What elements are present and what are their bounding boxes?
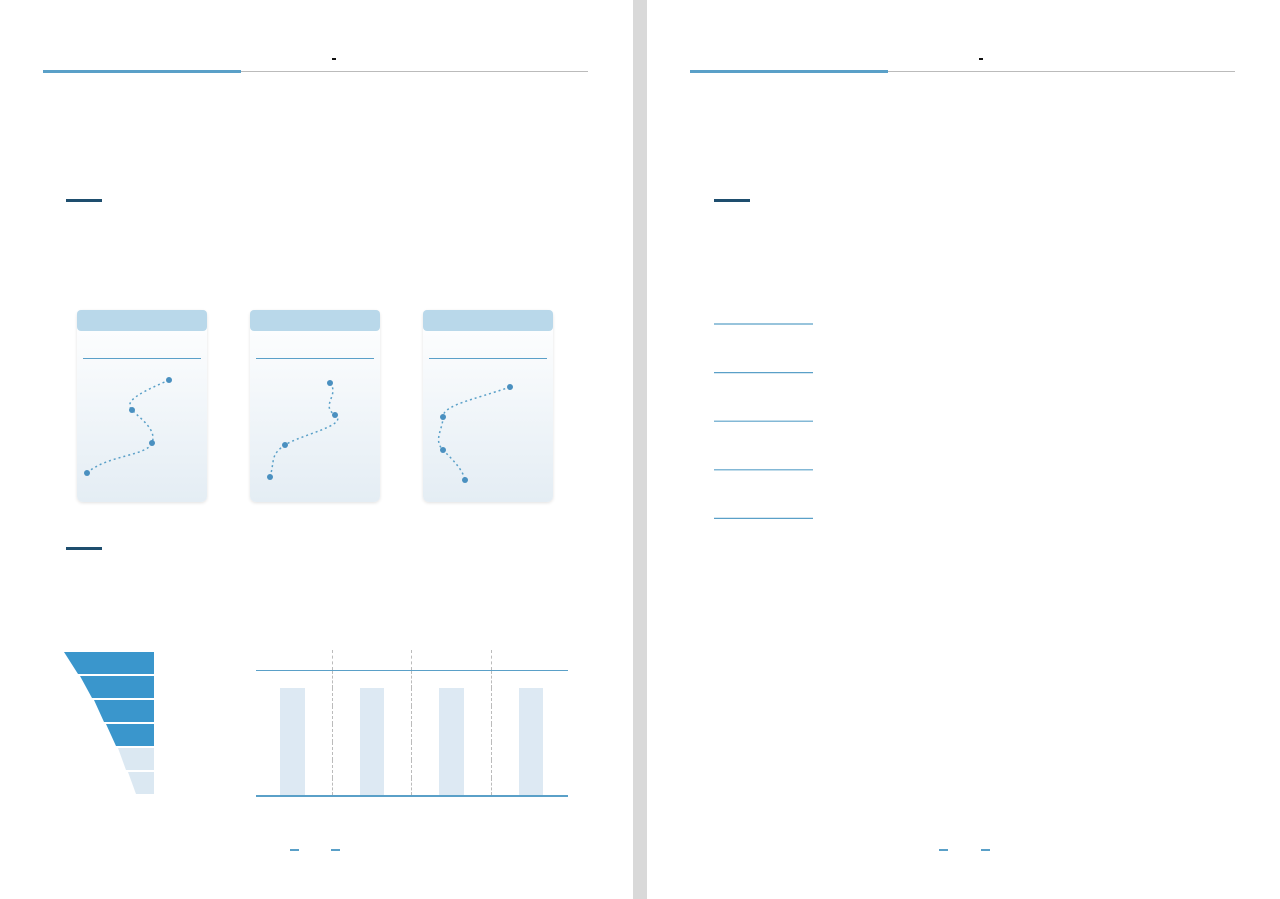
- table-cell: [519, 724, 543, 742]
- table-cell: [412, 778, 440, 796]
- table-cell: [305, 742, 333, 760]
- table-cell: [439, 778, 463, 796]
- table-cell: [360, 742, 384, 760]
- sub-header: [256, 670, 280, 688]
- table-cell: [384, 706, 412, 724]
- sub-header: [280, 670, 304, 688]
- table-cell: [519, 760, 543, 778]
- page-dash: [939, 849, 948, 851]
- concept-card: [423, 310, 553, 502]
- sub-header: [491, 670, 519, 688]
- table-row: [256, 724, 568, 742]
- table-cell: [464, 778, 492, 796]
- table-cell: [280, 742, 304, 760]
- page-dash: [981, 849, 990, 851]
- page-17: [0, 0, 633, 899]
- table-cell: [305, 724, 333, 742]
- driver-table: [256, 650, 568, 797]
- table-cell: [280, 760, 304, 778]
- table-cell: [464, 742, 492, 760]
- sub-header: [305, 670, 333, 688]
- table-cell: [519, 742, 543, 760]
- table-cell: [464, 760, 492, 778]
- table-cell: [412, 706, 440, 724]
- table-cell: [464, 688, 492, 706]
- table-cell: [543, 706, 568, 724]
- table-cell: [412, 724, 440, 742]
- table-cell: [543, 778, 568, 796]
- heading-underline: [66, 547, 102, 550]
- table-cell: [256, 742, 280, 760]
- table-cell: [491, 706, 519, 724]
- table-cell: [360, 706, 384, 724]
- table-row: [256, 688, 568, 706]
- table-cell: [384, 742, 412, 760]
- trend-curve: [423, 365, 553, 495]
- header-accent: [690, 70, 888, 73]
- trend-curve: [77, 365, 207, 495]
- card-title: [250, 310, 380, 331]
- table-cell: [491, 724, 519, 742]
- table-cell: [384, 724, 412, 742]
- table-cell: [256, 688, 280, 706]
- table-cell: [439, 706, 463, 724]
- table-cell: [543, 688, 568, 706]
- brand-logos: [969, 45, 1239, 67]
- table-cell: [332, 688, 360, 706]
- heading-underline: [714, 199, 750, 202]
- card-title: [77, 310, 207, 331]
- table-row: [256, 760, 568, 778]
- table-cell: [360, 688, 384, 706]
- table-cell: [332, 742, 360, 760]
- heading-underline: [66, 199, 102, 202]
- scene-bar-chart: [714, 298, 994, 524]
- table-cell: [491, 778, 519, 796]
- page-18: [647, 0, 1280, 899]
- table-cell: [256, 760, 280, 778]
- table-cell: [384, 760, 412, 778]
- table-cell: [332, 724, 360, 742]
- table-cell: [305, 760, 333, 778]
- table-cell: [332, 760, 360, 778]
- table-cell: [543, 724, 568, 742]
- rank-bar-chart: [714, 630, 934, 800]
- xinfengchao-logo: [332, 49, 338, 64]
- group-header: [491, 650, 568, 670]
- table-cell: [543, 760, 568, 778]
- concept-card: [250, 310, 380, 502]
- table-cell: [519, 778, 543, 796]
- table-cell: [519, 706, 543, 724]
- table-cell: [491, 742, 519, 760]
- table-cell: [305, 688, 333, 706]
- table-cell: [439, 742, 463, 760]
- table-cell: [412, 688, 440, 706]
- table-cell: [491, 688, 519, 706]
- table-cell: [280, 778, 304, 796]
- sub-header: [384, 670, 412, 688]
- sub-header: [464, 670, 492, 688]
- sub-header: [439, 670, 463, 688]
- page-dash: [290, 849, 299, 851]
- table-cell: [280, 706, 304, 724]
- concept-card: [77, 310, 207, 502]
- table-cell: [305, 778, 333, 796]
- table-cell: [360, 778, 384, 796]
- sub-header: [519, 670, 543, 688]
- group-header: [256, 650, 332, 670]
- axis-arrow: [83, 358, 201, 359]
- table-cell: [439, 760, 463, 778]
- table-cell: [519, 688, 543, 706]
- brand-logos: [322, 45, 592, 67]
- table-cell: [360, 724, 384, 742]
- table-cell: [412, 760, 440, 778]
- table-cell: [543, 742, 568, 760]
- table-cell: [256, 724, 280, 742]
- sub-header: [412, 670, 440, 688]
- table-cell: [384, 688, 412, 706]
- table-row: [256, 778, 568, 796]
- table-row: [256, 706, 568, 724]
- table-cell: [256, 778, 280, 796]
- header-accent: [43, 70, 241, 73]
- axis-arrow: [429, 358, 547, 359]
- table-cell: [332, 706, 360, 724]
- table-cell: [412, 742, 440, 760]
- table-cell: [256, 706, 280, 724]
- table-cell: [305, 706, 333, 724]
- table-cell: [280, 688, 304, 706]
- group-header: [332, 650, 412, 670]
- sub-header: [332, 670, 360, 688]
- trend-curve: [250, 365, 380, 495]
- axis-arrow: [256, 358, 374, 359]
- table-cell: [384, 778, 412, 796]
- page-dash: [331, 849, 340, 851]
- table-cell: [439, 688, 463, 706]
- sub-header: [360, 670, 384, 688]
- xinfengchao-logo: [979, 49, 985, 64]
- table-cell: [464, 724, 492, 742]
- group-header: [412, 650, 492, 670]
- sub-header: [543, 670, 568, 688]
- table-cell: [439, 724, 463, 742]
- table-cell: [280, 724, 304, 742]
- table-row: [256, 742, 568, 760]
- table-cell: [360, 760, 384, 778]
- table-cell: [464, 706, 492, 724]
- driver-funnel: [64, 652, 154, 798]
- card-title: [423, 310, 553, 331]
- table-cell: [491, 760, 519, 778]
- table-cell: [332, 778, 360, 796]
